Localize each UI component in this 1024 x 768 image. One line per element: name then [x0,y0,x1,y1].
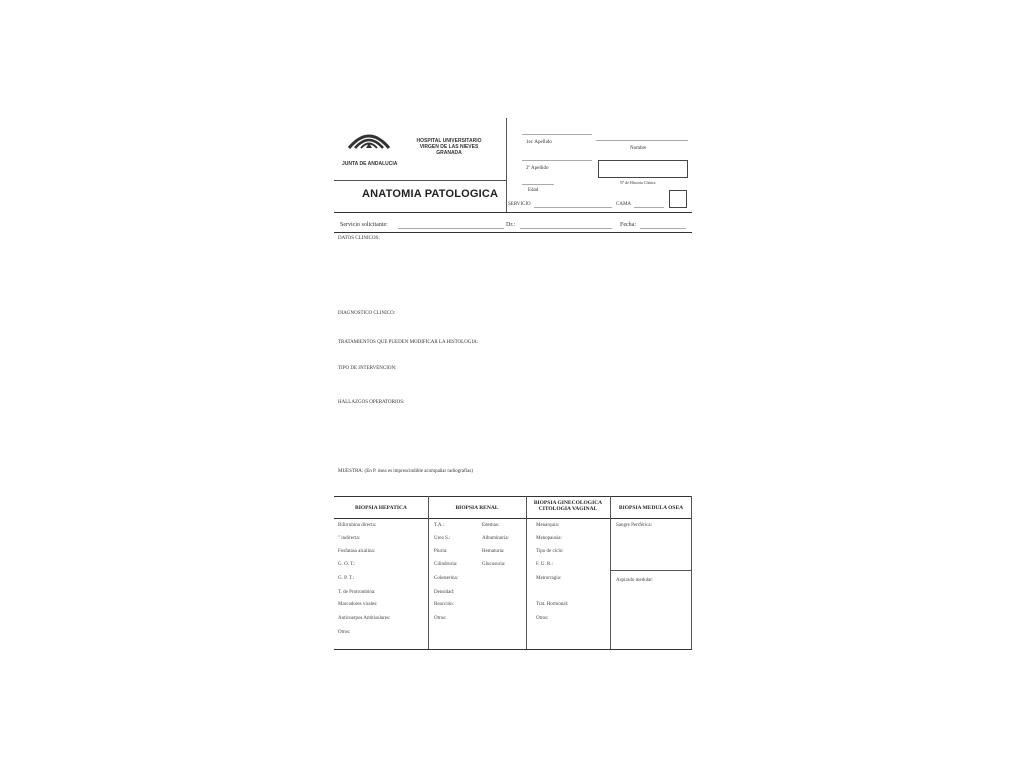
hepatica-item: G. P. T.: [338,576,355,581]
muestra-label: MUESTRA: (En P. ósea es imprescindible acompañar radiografías) [338,469,473,474]
renal-item: Hematuria: [482,549,505,554]
ginecologica-item: Metrorragia: [536,576,562,581]
apellido1-label: 1er. Apellido [526,140,552,145]
hepatica-item: Anticuerpos Antitisulares: [338,616,391,621]
hepatica-item: " indirecta: [338,536,361,541]
renal-item: Piuria: [434,549,448,554]
cama-box[interactable] [669,190,687,208]
medula-item: Sangre Periférica: [616,523,652,528]
renal-item: Edemas: [482,523,500,528]
hepatica-item: Marcadores virales: [338,602,378,607]
junta-logo-icon [346,126,392,156]
historia-label: Nº de Historia Clinica [620,180,656,185]
hallazgos-operatorios-label: HALLAZGOS OPERATORIOS: [338,400,405,405]
ginecologica-item: Menarquia: [536,523,560,528]
diagnostico-clinico-label: DIAGNOSTICO CLINICO: [338,311,396,316]
request-form [334,118,692,650]
header-biopsia-ginecologica: BIOPSIA GINECOLOGICA CITOLOGIA VAGINAL [533,500,603,512]
tratamientos-label: TRATAMIENTOS QUE PUEDEN MODIFICAR LA HISTOLOGIA: [338,340,479,345]
ginecologica-item: Tipo de ciclo: [536,549,564,554]
header-biopsia-medula: BIOPSIA MEDULA OSEA [618,505,684,511]
hepatica-item: T. de Protrombina: [338,590,376,595]
hepatica-item: Fosfatasa alcalina: [338,549,376,554]
renal-item: T.A.: [434,523,445,528]
hepatica-item: G. O. T.: [338,562,356,567]
dr-label: Dr.: [506,222,516,228]
cama-label: CAMA [616,202,632,207]
header-biopsia-renal: BIOPSIA RENAL [455,505,499,511]
header-biopsia-hepatica: BIOPSIA HEPATICA [355,505,407,511]
ginecologica-item: Trat. Hormonal: [536,602,569,607]
servicio-solicitante-label: Servicio solicitante: [340,222,388,228]
renal-item: Cilindruria: [434,562,458,567]
form-title: ANATOMIA PATOLOGICA [362,188,499,200]
nombre-label: Nombre [630,146,647,151]
servicio-label: SERVICIO [508,202,531,207]
historia-box[interactable] [598,160,688,178]
fecha-label: Fecha: [620,222,636,228]
hepatica-item: Otros: [338,630,351,635]
edad-label: Edad [528,188,539,193]
renal-item: Urea S.: [434,536,451,541]
renal-item: Reacción: [434,602,454,607]
apellido2-label: 2º Apellido [526,166,549,171]
datos-clinicos-label: DATOS CLINICOS: [338,236,380,241]
renal-item: Otros: [434,616,447,621]
medula-item: Aspirado medular: [616,578,654,583]
junta-label: JUNTA DE ANDALUCIA [342,161,398,167]
ginecologica-item: Otros: [536,616,549,621]
ginecologica-item: Menopausia: [536,536,562,541]
renal-item: Densidad: [434,590,455,595]
renal-item: Albuminuria: [482,536,509,541]
tipo-intervencion-label: TIPO DE INTERVENCION: [338,366,397,371]
hepatica-item: Bilirrubina directa: [338,523,377,528]
renal-item: Glucosuria: [482,562,506,567]
hospital-name: HOSPITAL UNIVERSITARIO VIRGEN DE LAS NIEVES GRANADA [416,138,482,156]
renal-item: Colesterina: [434,576,459,581]
ginecologica-item: F. U. R.: [536,562,553,567]
